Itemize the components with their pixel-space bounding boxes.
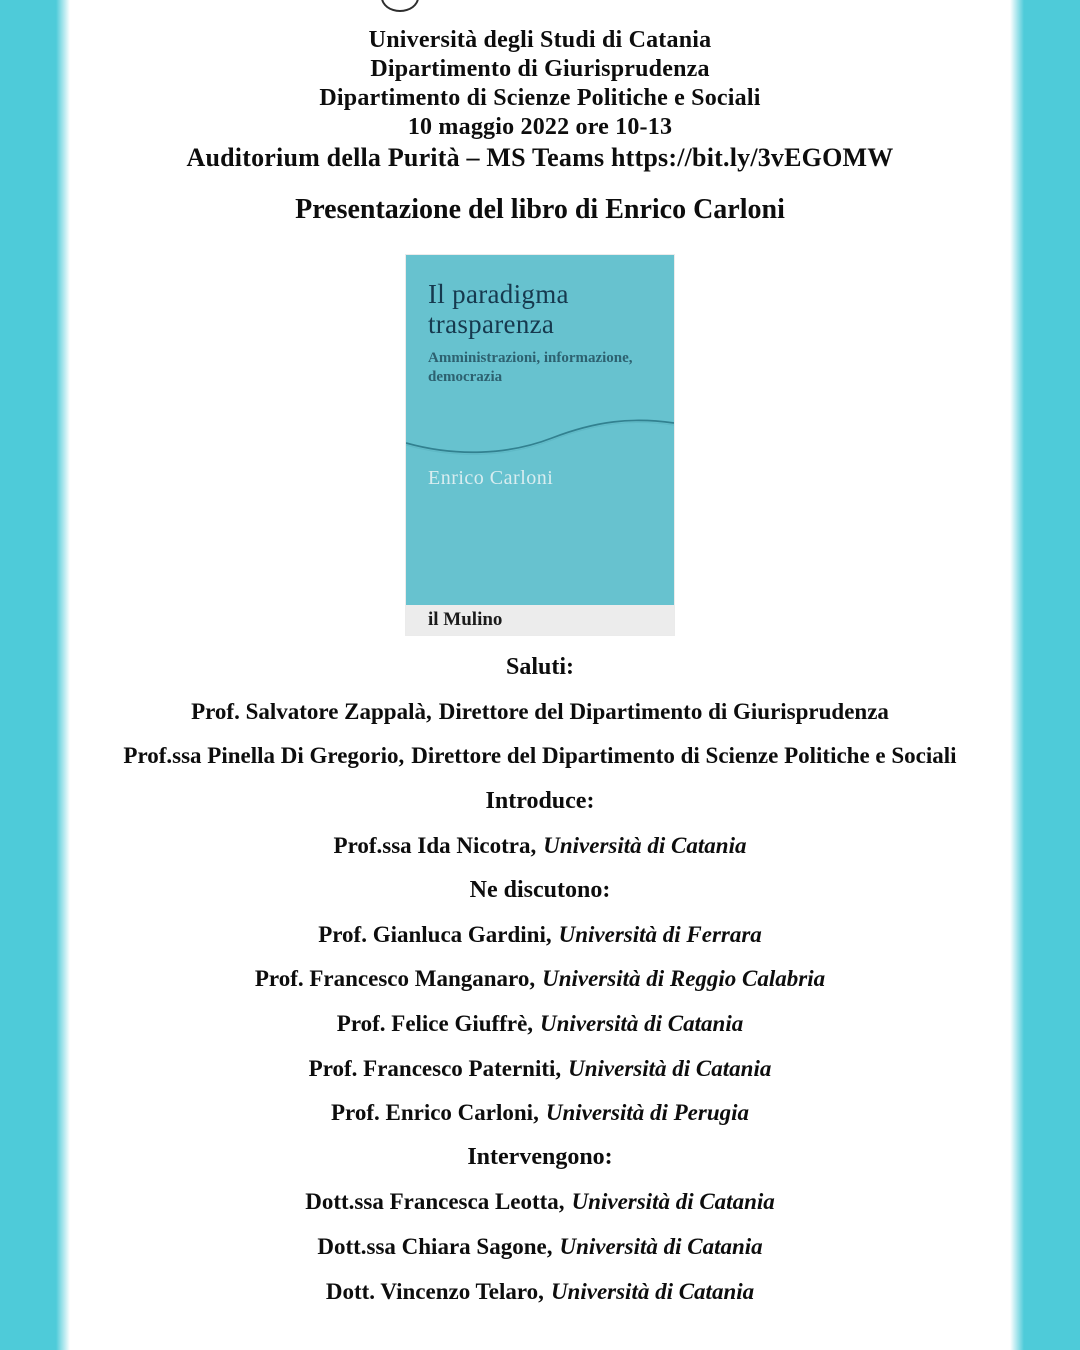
university-name: Università degli Studi di Catania (368, 27, 712, 53)
program-list (70, 645, 1010, 1314)
department-political-science: Dipartimento di Scienze Politiche e Sociali (319, 85, 761, 111)
program-entry (70, 1180, 1010, 1225)
person-name: Dott. Vincenzo Telaro, (325, 1278, 544, 1304)
event-title: Presentazione del libro di Enrico Carloni (295, 194, 785, 225)
book-cover (406, 255, 674, 635)
university-seal-partial-icon (381, 0, 419, 12)
person-affiliation: Direttore del Dipartimento di Giurisprudenza (438, 698, 889, 724)
person-name: Dott.ssa Chiara Sagone, (317, 1234, 553, 1260)
person-name: Prof. Francesco Manganaro, (254, 966, 536, 992)
program-section-heading: Introduce: (485, 787, 595, 814)
right-border-stripe (1010, 0, 1080, 1350)
program-section-heading: Saluti: (505, 653, 574, 680)
person-affiliation: Università di Catania (568, 1055, 772, 1081)
person-affiliation: Università di Reggio Calabria (542, 966, 826, 992)
person-affiliation: Università di Catania (540, 1011, 744, 1037)
person-name: Dott.ssa Francesca Leotta, (305, 1189, 565, 1215)
person-affiliation: Università di Catania (571, 1189, 775, 1215)
person-name: Prof. Felice Giuffrè, (336, 1011, 534, 1037)
publisher-name: il Mulino (428, 609, 503, 630)
program-entry (70, 913, 1010, 958)
book-author: Enrico Carloni (428, 467, 554, 489)
program-entry (70, 1225, 1010, 1270)
person-affiliation: Università di Ferrara (558, 921, 762, 947)
event-venue-and-link: Auditorium della Purità – MS Teams https://bit.ly/3vEGOMW (186, 143, 894, 172)
program-entry (70, 1091, 1010, 1136)
program-entry (70, 1046, 1010, 1091)
book-title (428, 279, 569, 339)
event-datetime: 10 maggio 2022 ore 10-13 (407, 114, 673, 140)
program-entry (70, 734, 1010, 779)
program-entry (70, 1002, 1010, 1047)
header (70, 26, 1010, 173)
book-subtitle (428, 349, 633, 387)
wave-graphic (406, 405, 674, 469)
department-law: Dipartimento di Giurisprudenza (370, 56, 710, 82)
program-section-heading: Intervengono: (467, 1144, 613, 1171)
program-entry (70, 690, 1010, 735)
program-entry (70, 823, 1010, 868)
person-name: Prof. Enrico Carloni, (330, 1100, 539, 1126)
person-affiliation: Direttore del Dipartimento di Scienze Politiche e Sociali (411, 743, 957, 769)
publisher-band (406, 605, 674, 635)
person-affiliation: Università di Catania (559, 1234, 763, 1260)
book-title-line1: Il paradigma (428, 279, 569, 309)
program-section-heading: Ne discutono: (469, 876, 611, 903)
person-name: Prof.ssa Ida Nicotra, (333, 832, 537, 858)
book-subtitle-line1: Amministrazioni, informazione, (428, 350, 633, 366)
person-name: Prof. Gianluca Gardini, (318, 921, 552, 947)
program-entry (70, 957, 1010, 1002)
program-entry (70, 1269, 1010, 1314)
person-name: Prof. Salvatore Zappalà, (191, 698, 432, 724)
book-title-line2: trasparenza (428, 309, 555, 339)
person-name: Prof.ssa Pinella Di Gregorio, (123, 743, 405, 769)
person-affiliation: Università di Perugia (545, 1100, 749, 1126)
book-subtitle-line2: democrazia (428, 369, 503, 385)
person-affiliation: Università di Catania (550, 1278, 755, 1304)
person-name: Prof. Francesco Paterniti, (308, 1055, 562, 1081)
left-border-stripe (0, 0, 70, 1350)
person-affiliation: Università di Catania (543, 832, 747, 858)
